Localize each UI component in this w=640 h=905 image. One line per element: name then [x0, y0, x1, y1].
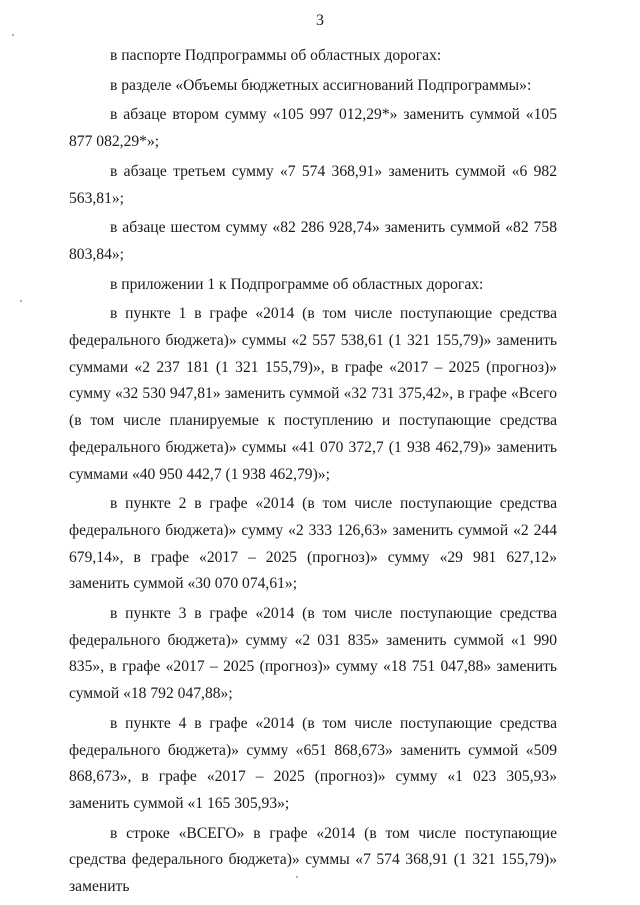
paragraph-sixth-abzats: в абзаце шестом сумму «82 286 928,74» заменить суммой «82 758 803,84»; — [69, 219, 557, 263]
paragraph-passport-intro: в паспорте Подпрограммы об областных дорогах: — [110, 47, 442, 64]
document-body — [69, 43, 557, 901]
paragraph-section-volumes: в разделе «Объемы бюджетных ассигнований Подпрограммы»: — [110, 76, 532, 94]
paragraph-point-1: в пункте 1 в графе «2014 (в том числе поступающие средства федерального бюджета)» суммы «2 557 538,61 (1 321 155,79)» заменить суммами «2 237 181 (1 321 155,79)», в графе «2017 – 2025 (прогноз)» сумму «32 530 947,81» заменить суммой «32 731 375,42», в графе «Всего (в том числе планируемые к поступлению и поступающие средства федерального бюджета)» суммы «41 070 372,7 (1 938 462,79)» заменить суммами «40 950 442,7 (1 938 462,79)»; — [69, 305, 557, 483]
paragraph-second-abzats: в абзаце втором сумму «105 997 012,29*» заменить суммой «105 877 082,29*»; — [69, 106, 557, 151]
scan-speck — [20, 300, 22, 302]
paragraph-appendix-intro: в приложении 1 к Подпрограмме об областных дорогах: — [110, 275, 484, 293]
scan-speck — [296, 876, 298, 878]
paragraph-point-4: в пункте 4 в графе «2014 (в том числе поступающие средства федерального бюджета)» сумму «651 868,673» заменить суммой «509 868,673», в графе «2017 – 2025 (прогноз)» сумму «1 023 305,93» заменить суммой «1 165 305,93»; — [69, 714, 557, 812]
scan-speck — [12, 34, 14, 36]
page-number: 3 — [316, 12, 324, 29]
paragraph-point-2: в пункте 2 в графе «2014 (в том числе поступающие средства федерального бюджета)» сумму «2 333 126,63» заменить суммой «2 244 679,14», в графе «2017 – 2025 (прогноз)» сумму «29 981 627,12» заменить суммой «30 070 074,61»; — [69, 495, 557, 593]
paragraph-third-abzats: в абзаце третьем сумму «7 574 368,91» заменить суммой «6 982 563,81»; — [69, 162, 557, 207]
paragraph-total-row: в строке «ВСЕГО» в графе «2014 (в том числе поступающие средства федерального бюджета)» суммы «7 574 368,91 (1 321 155,79)» заменить — [69, 824, 557, 896]
paragraph-point-3: в пункте 3 в графе «2014 (в том числе поступающие средства федерального бюджета)» сумму «2 031 835» заменить суммой «1 990 835», в графе «2017 – 2025 (прогноз)» сумму «18 751 047,88» заменить суммой «18 792 047,88»; — [69, 605, 557, 703]
